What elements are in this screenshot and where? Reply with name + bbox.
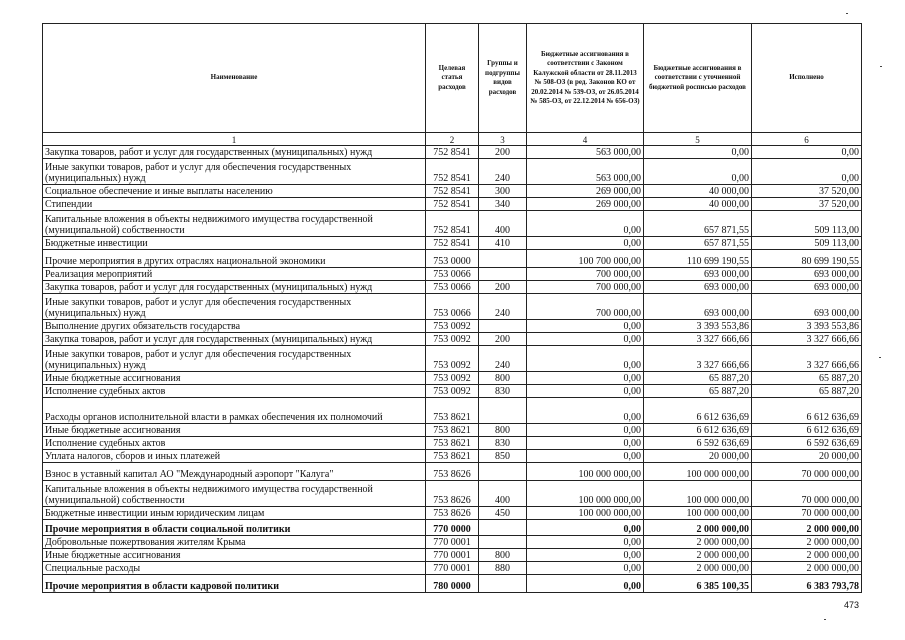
row-law-allocation-cell: 700 000,00	[527, 281, 644, 294]
row-law-allocation-cell: 100 000 000,00	[527, 463, 644, 481]
row-expense-group-cell: 830	[479, 437, 527, 450]
row-target-article-cell: 753 8626	[426, 481, 479, 507]
row-executed-cell: 6 612 636,69	[752, 424, 862, 437]
scan-speck	[880, 66, 882, 67]
row-expense-group-cell: 340	[479, 198, 527, 211]
row-law-allocation-cell: 0,00	[527, 549, 644, 562]
column-number: 3	[479, 133, 527, 146]
column-number: 1	[43, 133, 426, 146]
table-row	[43, 198, 862, 211]
row-executed-cell: 70 000 000,00	[752, 481, 862, 507]
row-refined-allocation-cell: 657 871,55	[644, 211, 752, 237]
table-row	[43, 424, 862, 437]
row-executed-cell: 6 592 636,69	[752, 437, 862, 450]
row-refined-allocation-cell: 40 000,00	[644, 198, 752, 211]
row-executed-cell: 3 393 553,86	[752, 320, 862, 333]
row-target-article-cell: 753 0066	[426, 281, 479, 294]
table-row	[43, 481, 862, 507]
row-target-article-cell: 752 8541	[426, 185, 479, 198]
budget-table	[42, 23, 862, 593]
row-refined-allocation-cell: 65 887,20	[644, 385, 752, 398]
row-executed-cell: 37 520,00	[752, 185, 862, 198]
row-expense-group-cell: 880	[479, 562, 527, 575]
row-law-allocation-cell: 0,00	[527, 437, 644, 450]
table-row	[43, 237, 862, 250]
row-name-cell: Расходы органов исполнительной власти в рамках обеспечения их полномочий	[43, 398, 426, 424]
row-executed-cell: 0,00	[752, 146, 862, 159]
row-law-allocation-cell: 563 000,00	[527, 146, 644, 159]
row-refined-allocation-cell: 3 327 666,66	[644, 333, 752, 346]
scan-speck	[824, 619, 826, 620]
row-target-article-cell: 753 0066	[426, 268, 479, 281]
row-target-article-cell: 753 0092	[426, 385, 479, 398]
row-executed-cell: 70 000 000,00	[752, 463, 862, 481]
row-law-allocation-cell: 0,00	[527, 237, 644, 250]
row-law-allocation-cell: 700 000,00	[527, 268, 644, 281]
row-executed-cell: 20 000,00	[752, 450, 862, 463]
row-name-cell: Исполнение судебных актов	[43, 385, 426, 398]
row-refined-allocation-cell: 6 385 100,35	[644, 575, 752, 593]
row-name-cell: Иные бюджетные ассигнования	[43, 424, 426, 437]
row-name-cell: Прочие мероприятия в области социальной политики	[43, 520, 426, 536]
row-executed-cell: 693 000,00	[752, 268, 862, 281]
table-row	[43, 146, 862, 159]
row-refined-allocation-cell: 100 000 000,00	[644, 463, 752, 481]
row-target-article-cell: 770 0001	[426, 536, 479, 549]
row-name-cell: Прочие мероприятия в других отраслях национальной экономики	[43, 250, 426, 268]
row-expense-group-cell	[479, 575, 527, 593]
row-name-cell: Прочие мероприятия в области кадровой политики	[43, 575, 426, 593]
row-executed-cell: 3 327 666,66	[752, 333, 862, 346]
row-refined-allocation-cell: 40 000,00	[644, 185, 752, 198]
row-executed-cell: 70 000 000,00	[752, 507, 862, 520]
table-row	[43, 450, 862, 463]
row-executed-cell: 6 612 636,69	[752, 398, 862, 424]
row-refined-allocation-cell: 6 612 636,69	[644, 424, 752, 437]
row-refined-allocation-cell: 693 000,00	[644, 268, 752, 281]
row-expense-group-cell: 400	[479, 481, 527, 507]
row-expense-group-cell: 800	[479, 549, 527, 562]
row-executed-cell: 80 699 190,55	[752, 250, 862, 268]
row-refined-allocation-cell: 0,00	[644, 159, 752, 185]
scan-speck	[846, 13, 848, 14]
row-executed-cell: 3 327 666,66	[752, 346, 862, 372]
row-law-allocation-cell: 0,00	[527, 211, 644, 237]
row-expense-group-cell: 800	[479, 424, 527, 437]
row-law-allocation-cell: 269 000,00	[527, 185, 644, 198]
row-executed-cell: 2 000 000,00	[752, 562, 862, 575]
row-executed-cell: 6 383 793,78	[752, 575, 862, 593]
row-executed-cell: 2 000 000,00	[752, 520, 862, 536]
table-row	[43, 185, 862, 198]
row-name-cell: Закупка товаров, работ и услуг для государственных (муниципальных) нужд	[43, 333, 426, 346]
row-law-allocation-cell: 100 000 000,00	[527, 481, 644, 507]
row-law-allocation-cell: 0,00	[527, 398, 644, 424]
row-law-allocation-cell: 0,00	[527, 424, 644, 437]
row-refined-allocation-cell: 6 592 636,69	[644, 437, 752, 450]
table-row	[43, 520, 862, 536]
table-row	[43, 211, 862, 237]
row-name-cell: Добровольные пожертвования жителям Крыма	[43, 536, 426, 549]
row-name-cell: Иные бюджетные ассигнования	[43, 372, 426, 385]
table-row	[43, 575, 862, 593]
row-target-article-cell: 752 8541	[426, 146, 479, 159]
row-refined-allocation-cell: 3 327 666,66	[644, 346, 752, 372]
row-expense-group-cell: 830	[479, 385, 527, 398]
row-target-article-cell: 752 8541	[426, 237, 479, 250]
row-target-article-cell: 770 0000	[426, 520, 479, 536]
header-law-allocation: Бюджетные ассигнования в соответствии с Законом Калужской области от 28.11.2013 № 508-ОЗ (в ред. Законов КО от 20.02.2014 № 539-ОЗ, от 26.05.2014 № 585-ОЗ, от 22.12.2014 № 656-ОЗ)	[527, 24, 644, 133]
row-expense-group-cell: 400	[479, 211, 527, 237]
row-law-allocation-cell: 100 000 000,00	[527, 507, 644, 520]
table-row	[43, 346, 862, 372]
header-target-article: Целевая статья расходов	[426, 24, 479, 133]
row-expense-group-cell: 240	[479, 346, 527, 372]
row-executed-cell: 509 113,00	[752, 237, 862, 250]
row-law-allocation-cell: 269 000,00	[527, 198, 644, 211]
table-row	[43, 437, 862, 450]
row-expense-group-cell	[479, 398, 527, 424]
row-law-allocation-cell: 0,00	[527, 450, 644, 463]
table-row	[43, 507, 862, 520]
row-target-article-cell: 752 8541	[426, 159, 479, 185]
row-executed-cell: 693 000,00	[752, 294, 862, 320]
row-expense-group-cell	[479, 320, 527, 333]
row-expense-group-cell	[479, 536, 527, 549]
row-law-allocation-cell: 0,00	[527, 385, 644, 398]
row-name-cell: Стипендии	[43, 198, 426, 211]
column-number-row	[43, 133, 862, 146]
row-refined-allocation-cell: 2 000 000,00	[644, 549, 752, 562]
row-target-article-cell: 752 8541	[426, 198, 479, 211]
row-expense-group-cell: 240	[479, 294, 527, 320]
row-law-allocation-cell: 0,00	[527, 536, 644, 549]
row-law-allocation-cell: 563 000,00	[527, 159, 644, 185]
row-target-article-cell: 770 0001	[426, 562, 479, 575]
table-row	[43, 549, 862, 562]
row-name-cell: Реализация мероприятий	[43, 268, 426, 281]
table-row	[43, 294, 862, 320]
table-row	[43, 159, 862, 185]
row-refined-allocation-cell: 0,00	[644, 146, 752, 159]
table-row	[43, 281, 862, 294]
row-expense-group-cell	[479, 463, 527, 481]
row-law-allocation-cell: 700 000,00	[527, 294, 644, 320]
table-row	[43, 320, 862, 333]
row-refined-allocation-cell: 110 699 190,55	[644, 250, 752, 268]
row-law-allocation-cell: 0,00	[527, 346, 644, 372]
row-refined-allocation-cell: 20 000,00	[644, 450, 752, 463]
row-name-cell: Исполнение судебных актов	[43, 437, 426, 450]
row-name-cell: Капитальные вложения в объекты недвижимого имущества государственной (муниципальной) собственности	[43, 481, 426, 507]
column-number: 4	[527, 133, 644, 146]
row-executed-cell: 693 000,00	[752, 281, 862, 294]
table-row	[43, 385, 862, 398]
row-expense-group-cell: 200	[479, 281, 527, 294]
row-executed-cell: 0,00	[752, 159, 862, 185]
row-refined-allocation-cell: 100 000 000,00	[644, 507, 752, 520]
header-name: Наименование	[43, 24, 426, 133]
table-row	[43, 333, 862, 346]
row-target-article-cell: 753 8621	[426, 398, 479, 424]
row-refined-allocation-cell: 6 612 636,69	[644, 398, 752, 424]
row-target-article-cell: 780 0000	[426, 575, 479, 593]
row-refined-allocation-cell: 2 000 000,00	[644, 536, 752, 549]
row-expense-group-cell	[479, 520, 527, 536]
row-executed-cell: 509 113,00	[752, 211, 862, 237]
row-executed-cell: 65 887,20	[752, 385, 862, 398]
table-row	[43, 398, 862, 424]
row-target-article-cell: 770 0001	[426, 549, 479, 562]
row-name-cell: Закупка товаров, работ и услуг для государственных (муниципальных) нужд	[43, 281, 426, 294]
row-target-article-cell: 753 0092	[426, 333, 479, 346]
column-number: 2	[426, 133, 479, 146]
table-row	[43, 463, 862, 481]
row-target-article-cell: 753 0066	[426, 294, 479, 320]
header-expense-group: Группы и подгруппы видов расходов	[479, 24, 527, 133]
row-law-allocation-cell: 0,00	[527, 372, 644, 385]
column-number: 5	[644, 133, 752, 146]
row-expense-group-cell: 300	[479, 185, 527, 198]
row-target-article-cell: 753 8626	[426, 507, 479, 520]
row-expense-group-cell: 410	[479, 237, 527, 250]
row-target-article-cell: 753 8626	[426, 463, 479, 481]
row-executed-cell: 2 000 000,00	[752, 536, 862, 549]
row-expense-group-cell: 240	[479, 159, 527, 185]
row-name-cell: Бюджетные инвестиции	[43, 237, 426, 250]
row-refined-allocation-cell: 65 887,20	[644, 372, 752, 385]
row-expense-group-cell: 800	[479, 372, 527, 385]
row-target-article-cell: 753 0092	[426, 346, 479, 372]
row-name-cell: Капитальные вложения в объекты недвижимого имущества государственной (муниципальной) собственности	[43, 211, 426, 237]
scan-speck	[879, 357, 881, 358]
row-name-cell: Уплата налогов, сборов и иных платежей	[43, 450, 426, 463]
row-refined-allocation-cell: 3 393 553,86	[644, 320, 752, 333]
row-expense-group-cell: 200	[479, 146, 527, 159]
header-refined-allocation: Бюджетные ассигнования в соответствии с уточненной бюджетной росписью расходов	[644, 24, 752, 133]
table-row	[43, 268, 862, 281]
row-target-article-cell: 753 8621	[426, 450, 479, 463]
row-name-cell: Иные бюджетные ассигнования	[43, 549, 426, 562]
row-name-cell: Специальные расходы	[43, 562, 426, 575]
row-expense-group-cell	[479, 250, 527, 268]
row-target-article-cell: 753 8621	[426, 437, 479, 450]
row-refined-allocation-cell: 2 000 000,00	[644, 520, 752, 536]
row-expense-group-cell	[479, 268, 527, 281]
row-name-cell: Социальное обеспечение и иные выплаты населению	[43, 185, 426, 198]
row-name-cell: Закупка товаров, работ и услуг для государственных (муниципальных) нужд	[43, 146, 426, 159]
row-refined-allocation-cell: 100 000 000,00	[644, 481, 752, 507]
row-name-cell: Иные закупки товаров, работ и услуг для обеспечения государственных (муниципальных) нужд	[43, 294, 426, 320]
row-target-article-cell: 753 0000	[426, 250, 479, 268]
row-name-cell: Иные закупки товаров, работ и услуг для обеспечения государственных (муниципальных) нужд	[43, 346, 426, 372]
header-executed: Исполнено	[752, 24, 862, 133]
row-expense-group-cell: 200	[479, 333, 527, 346]
row-target-article-cell: 753 0092	[426, 372, 479, 385]
table-body	[43, 146, 862, 593]
row-refined-allocation-cell: 657 871,55	[644, 237, 752, 250]
table-row	[43, 372, 862, 385]
row-name-cell: Выполнение других обязательств государства	[43, 320, 426, 333]
table-row	[43, 250, 862, 268]
row-law-allocation-cell: 100 700 000,00	[527, 250, 644, 268]
column-number: 6	[752, 133, 862, 146]
table-row	[43, 562, 862, 575]
row-target-article-cell: 752 8541	[426, 211, 479, 237]
row-refined-allocation-cell: 693 000,00	[644, 294, 752, 320]
row-name-cell: Иные закупки товаров, работ и услуг для обеспечения государственных (муниципальных) нужд	[43, 159, 426, 185]
row-law-allocation-cell: 0,00	[527, 520, 644, 536]
row-target-article-cell: 753 8621	[426, 424, 479, 437]
row-name-cell: Взнос в уставный капитал АО "Международный аэропорт "Калуга"	[43, 463, 426, 481]
row-refined-allocation-cell: 2 000 000,00	[644, 562, 752, 575]
row-refined-allocation-cell: 693 000,00	[644, 281, 752, 294]
row-executed-cell: 37 520,00	[752, 198, 862, 211]
page-number: 473	[844, 600, 860, 610]
row-expense-group-cell: 850	[479, 450, 527, 463]
row-executed-cell: 2 000 000,00	[752, 549, 862, 562]
row-name-cell: Бюджетные инвестиции иным юридическим лицам	[43, 507, 426, 520]
row-target-article-cell: 753 0092	[426, 320, 479, 333]
row-law-allocation-cell: 0,00	[527, 333, 644, 346]
row-law-allocation-cell: 0,00	[527, 575, 644, 593]
row-executed-cell: 65 887,20	[752, 372, 862, 385]
table-row	[43, 536, 862, 549]
row-law-allocation-cell: 0,00	[527, 562, 644, 575]
row-law-allocation-cell: 0,00	[527, 320, 644, 333]
row-expense-group-cell: 450	[479, 507, 527, 520]
header-row	[43, 24, 862, 133]
